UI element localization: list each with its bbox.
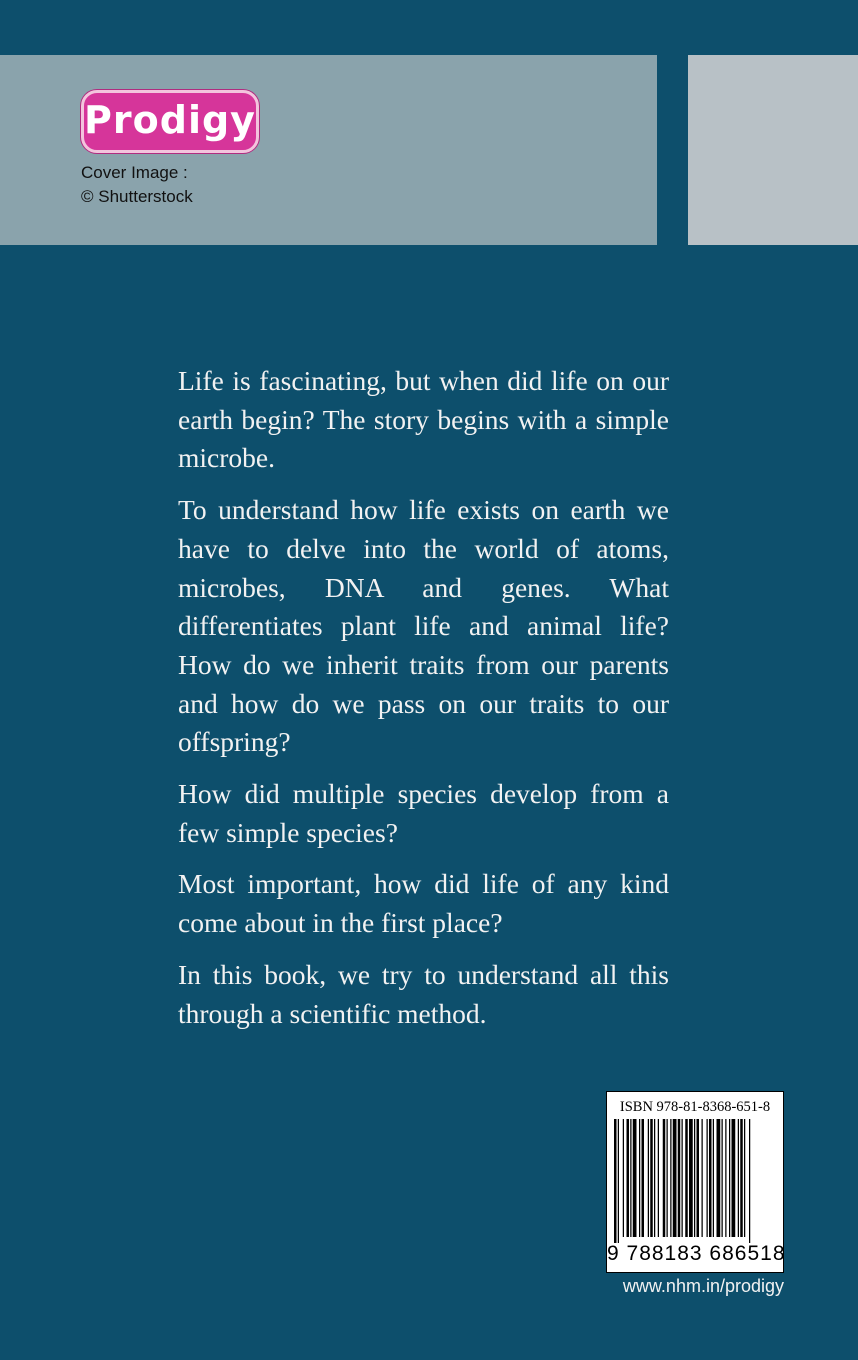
barcode-bar xyxy=(749,1119,750,1243)
barcode-bar xyxy=(670,1119,671,1237)
barcode-bar xyxy=(673,1119,677,1237)
barcode-bar xyxy=(689,1119,693,1237)
barcode-bar xyxy=(658,1119,659,1237)
cover-image-credit xyxy=(81,161,193,209)
barcode-bar xyxy=(654,1119,655,1237)
barcode-bar xyxy=(707,1119,708,1237)
barcode-bar xyxy=(633,1119,637,1237)
barcode-bar xyxy=(713,1119,714,1237)
blurb-paragraph: How did multiple species develop from a few simple species? xyxy=(178,778,669,848)
barcode-bar xyxy=(623,1119,624,1237)
barcode-bar xyxy=(697,1119,700,1237)
barcode-bar xyxy=(667,1119,668,1237)
blurb-paragraph: Life is fascinating, but when did life on our earth begin? The story begins with a simple microbe. xyxy=(178,365,669,474)
barcode-bar xyxy=(717,1119,721,1237)
credit-line-source: © Shutterstock xyxy=(81,187,193,206)
back-cover-blurb xyxy=(178,362,669,1046)
barcode-bar xyxy=(650,1119,653,1237)
barcode-bar xyxy=(642,1119,645,1237)
barcode-bar xyxy=(740,1119,743,1237)
isbn-barcode xyxy=(606,1091,784,1273)
barcode-bar xyxy=(732,1119,736,1237)
barcode-bar xyxy=(627,1119,630,1237)
blurb-paragraph: To understand how life exists on earth we have to delve into the world of atoms, microbes, DNA and genes. What differentiates plant life and animal life? How do we inherit traits from our parents and how do we pass on our traits to our offspring? xyxy=(178,494,669,758)
barcode-bar xyxy=(614,1119,617,1243)
barcode-bar xyxy=(725,1119,726,1237)
logo-text: Prodigy xyxy=(84,98,256,142)
blurb-paragraph: In this book, we try to understand all this through a scientific method. xyxy=(178,958,669,1029)
barcode-bar xyxy=(678,1119,681,1237)
barcode-bar xyxy=(682,1119,683,1237)
publisher-website[interactable]: www.nhm.in/prodigy xyxy=(622,1276,784,1296)
barcode-bar xyxy=(648,1119,649,1237)
barcode-bar xyxy=(729,1119,730,1237)
isbn-label: ISBN 978-81-8368-651-8 xyxy=(619,1099,771,1115)
barcode-bars xyxy=(614,1119,776,1243)
barcode-bar xyxy=(639,1119,640,1237)
barcode-bar xyxy=(663,1119,666,1237)
barcode-bar xyxy=(738,1119,739,1237)
header-band-right xyxy=(688,55,858,245)
barcode-bar xyxy=(618,1119,619,1243)
barcode-bar xyxy=(702,1119,703,1237)
prodigy-logo xyxy=(81,90,259,153)
barcode-bar xyxy=(630,1119,631,1237)
barcode-bar xyxy=(709,1119,712,1237)
barcode-bar xyxy=(685,1119,688,1237)
barcode-bar xyxy=(694,1119,695,1237)
barcode-bar xyxy=(744,1119,745,1237)
barcode-bar xyxy=(722,1119,723,1237)
barcode-digits: 9 788183 686518 xyxy=(607,1242,786,1265)
credit-line-label: Cover Image : xyxy=(81,163,188,182)
blurb-paragraph: Most important, how did life of any kind come about in the first place? xyxy=(178,868,669,939)
